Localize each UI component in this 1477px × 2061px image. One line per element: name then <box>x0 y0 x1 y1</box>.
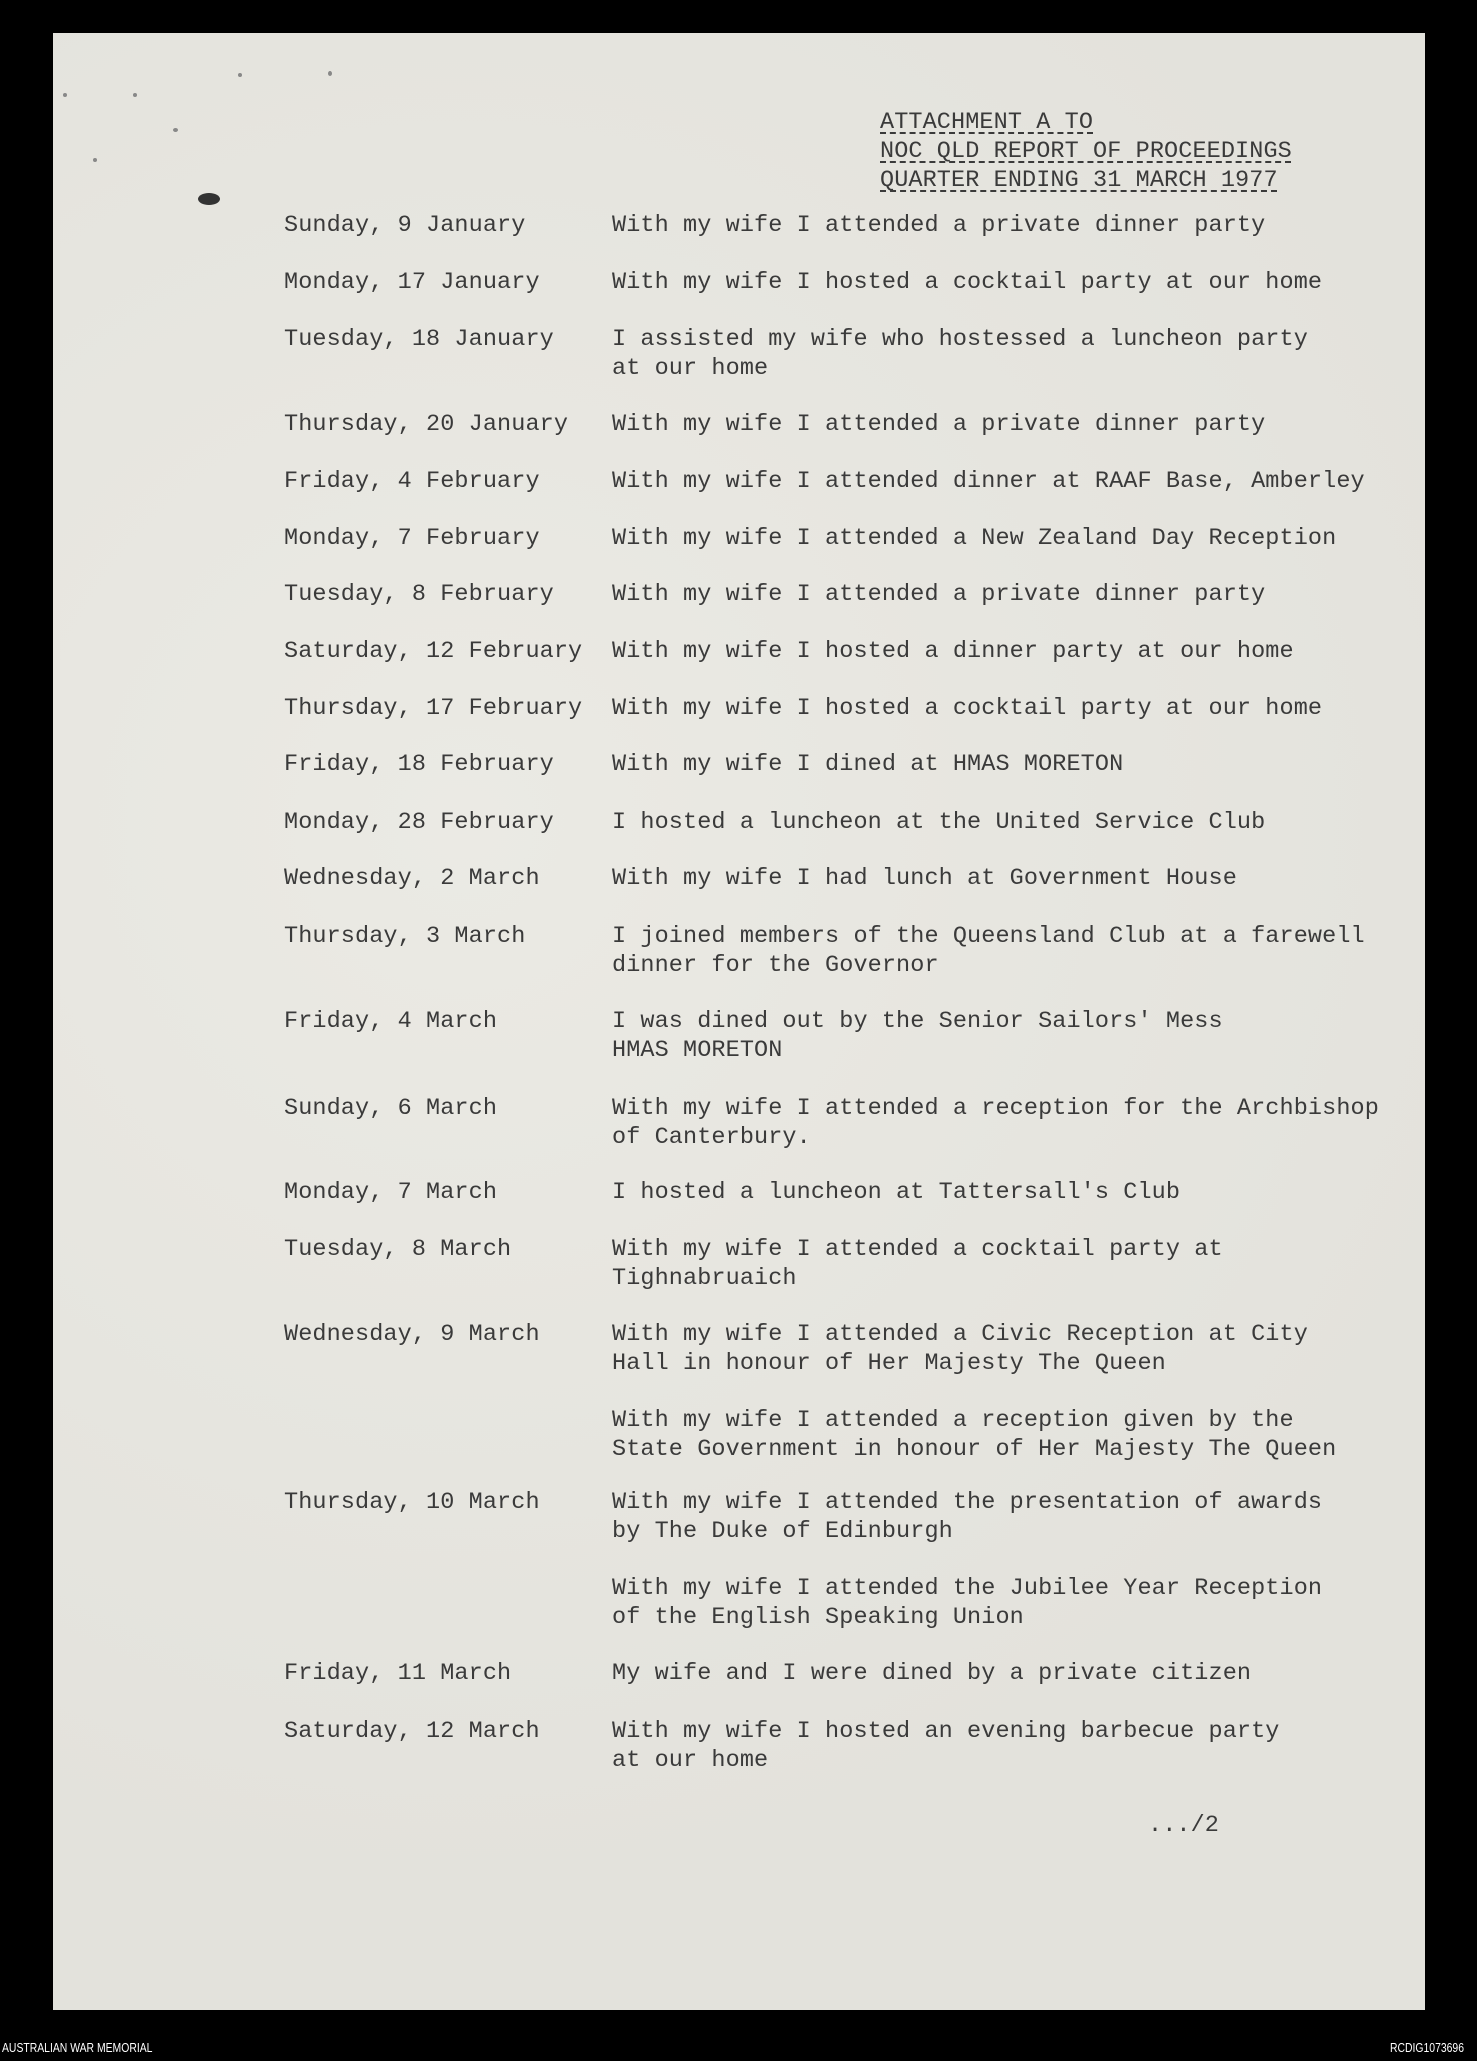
entry-date: Monday, 28 February <box>284 809 554 836</box>
entry-description: Tighnabruaich <box>612 1265 797 1292</box>
entry-description: of the English Speaking Union <box>612 1604 1024 1631</box>
entry-description: With my wife I attended a private dinner party <box>612 411 1266 438</box>
footer-id: RCDIG1073696 <box>1390 2040 1464 2055</box>
hole-punch-mark <box>198 193 220 205</box>
entry-description: With my wife I attended a New Zealand Day Reception <box>612 525 1337 552</box>
entry-description: of Canterbury. <box>612 1124 811 1151</box>
entry-description: by The Duke of Edinburgh <box>612 1518 953 1545</box>
entry-description: With my wife I attended the presentation of awards <box>612 1489 1323 1516</box>
entry-description: I hosted a luncheon at the United Service Club <box>612 809 1266 836</box>
entry-description: With my wife I attended a reception for the Archbishop <box>612 1095 1379 1122</box>
entry-date: Tuesday, 8 February <box>284 581 554 608</box>
entry-date: Monday, 7 February <box>284 525 540 552</box>
entry-date: Wednesday, 2 March <box>284 865 540 892</box>
entry-description: With my wife I attended a private dinner party <box>612 212 1266 239</box>
entry-description: With my wife I hosted a cocktail party at our home <box>612 269 1323 296</box>
entry-description: With my wife I attended a private dinner party <box>612 581 1266 608</box>
entry-description: I hosted a luncheon at Tattersall's Club <box>612 1179 1181 1206</box>
speck-mark <box>63 93 67 97</box>
speck-mark <box>328 71 332 76</box>
speck-mark <box>238 73 242 77</box>
speck-mark <box>93 158 97 162</box>
entry-description: I was dined out by the Senior Sailors' Mess <box>612 1008 1223 1035</box>
entry-description: With my wife I hosted an evening barbecue party <box>612 1718 1280 1745</box>
entry-date: Sunday, 9 January <box>284 212 526 239</box>
entry-date: Thursday, 17 February <box>284 695 583 722</box>
entry-description: With my wife I attended a Civic Reception at City <box>612 1321 1308 1348</box>
header-line-1: ATTACHMENT A TO <box>880 109 1094 136</box>
header-line-3: QUARTER ENDING 31 MARCH 1977 <box>880 167 1278 194</box>
footer-credit: AUSTRALIAN WAR MEMORIAL <box>2 2040 153 2055</box>
entry-description: My wife and I were dined by a private citizen <box>612 1660 1252 1687</box>
entry-description: at our home <box>612 355 769 382</box>
entry-date: Thursday, 20 January <box>284 411 569 438</box>
entry-date: Friday, 11 March <box>284 1660 512 1687</box>
entry-description: Hall in honour of Her Majesty The Queen <box>612 1350 1166 1377</box>
speck-mark <box>173 128 178 132</box>
entry-date: Sunday, 6 March <box>284 1095 498 1122</box>
entry-description: State Government in honour of Her Majesty The Queen <box>612 1436 1337 1463</box>
entry-date: Friday, 4 February <box>284 468 540 495</box>
entry-date: Thursday, 3 March <box>284 923 526 950</box>
entry-description: I joined members of the Queensland Club at a farewell <box>612 923 1365 950</box>
entry-date: Monday, 7 March <box>284 1179 498 1206</box>
entry-date: Tuesday, 8 March <box>284 1236 512 1263</box>
entry-date: Thursday, 10 March <box>284 1489 540 1516</box>
entry-description: With my wife I attended a reception given by the <box>612 1407 1294 1434</box>
entry-description: With my wife I attended the Jubilee Year Reception <box>612 1575 1323 1602</box>
entry-date: Saturday, 12 February <box>284 638 583 665</box>
entry-date: Friday, 18 February <box>284 751 554 778</box>
entry-description: With my wife I had lunch at Government House <box>612 865 1237 892</box>
entry-date: Saturday, 12 March <box>284 1718 540 1745</box>
entry-date: Tuesday, 18 January <box>284 326 554 353</box>
entry-date: Friday, 4 March <box>284 1008 498 1035</box>
entry-description: With my wife I attended dinner at RAAF Base, Amberley <box>612 468 1365 495</box>
entry-date: Monday, 17 January <box>284 269 540 296</box>
header-line-2: NOC QLD REPORT OF PROCEEDINGS <box>880 138 1292 165</box>
entry-description: With my wife I hosted a cocktail party at our home <box>612 695 1323 722</box>
entry-description: With my wife I hosted a dinner party at our home <box>612 638 1294 665</box>
entry-description: dinner for the Governor <box>612 952 939 979</box>
entry-description: HMAS MORETON <box>612 1037 783 1064</box>
entry-date: Wednesday, 9 March <box>284 1321 540 1348</box>
entry-description: With my wife I dined at HMAS MORETON <box>612 751 1124 778</box>
speck-mark <box>133 93 137 97</box>
continuation-marker: .../2 <box>1148 1812 1220 1839</box>
entry-description: at our home <box>612 1747 769 1774</box>
entry-description: With my wife I attended a cocktail party at <box>612 1236 1223 1263</box>
entry-description: I assisted my wife who hostessed a luncheon party <box>612 326 1308 353</box>
